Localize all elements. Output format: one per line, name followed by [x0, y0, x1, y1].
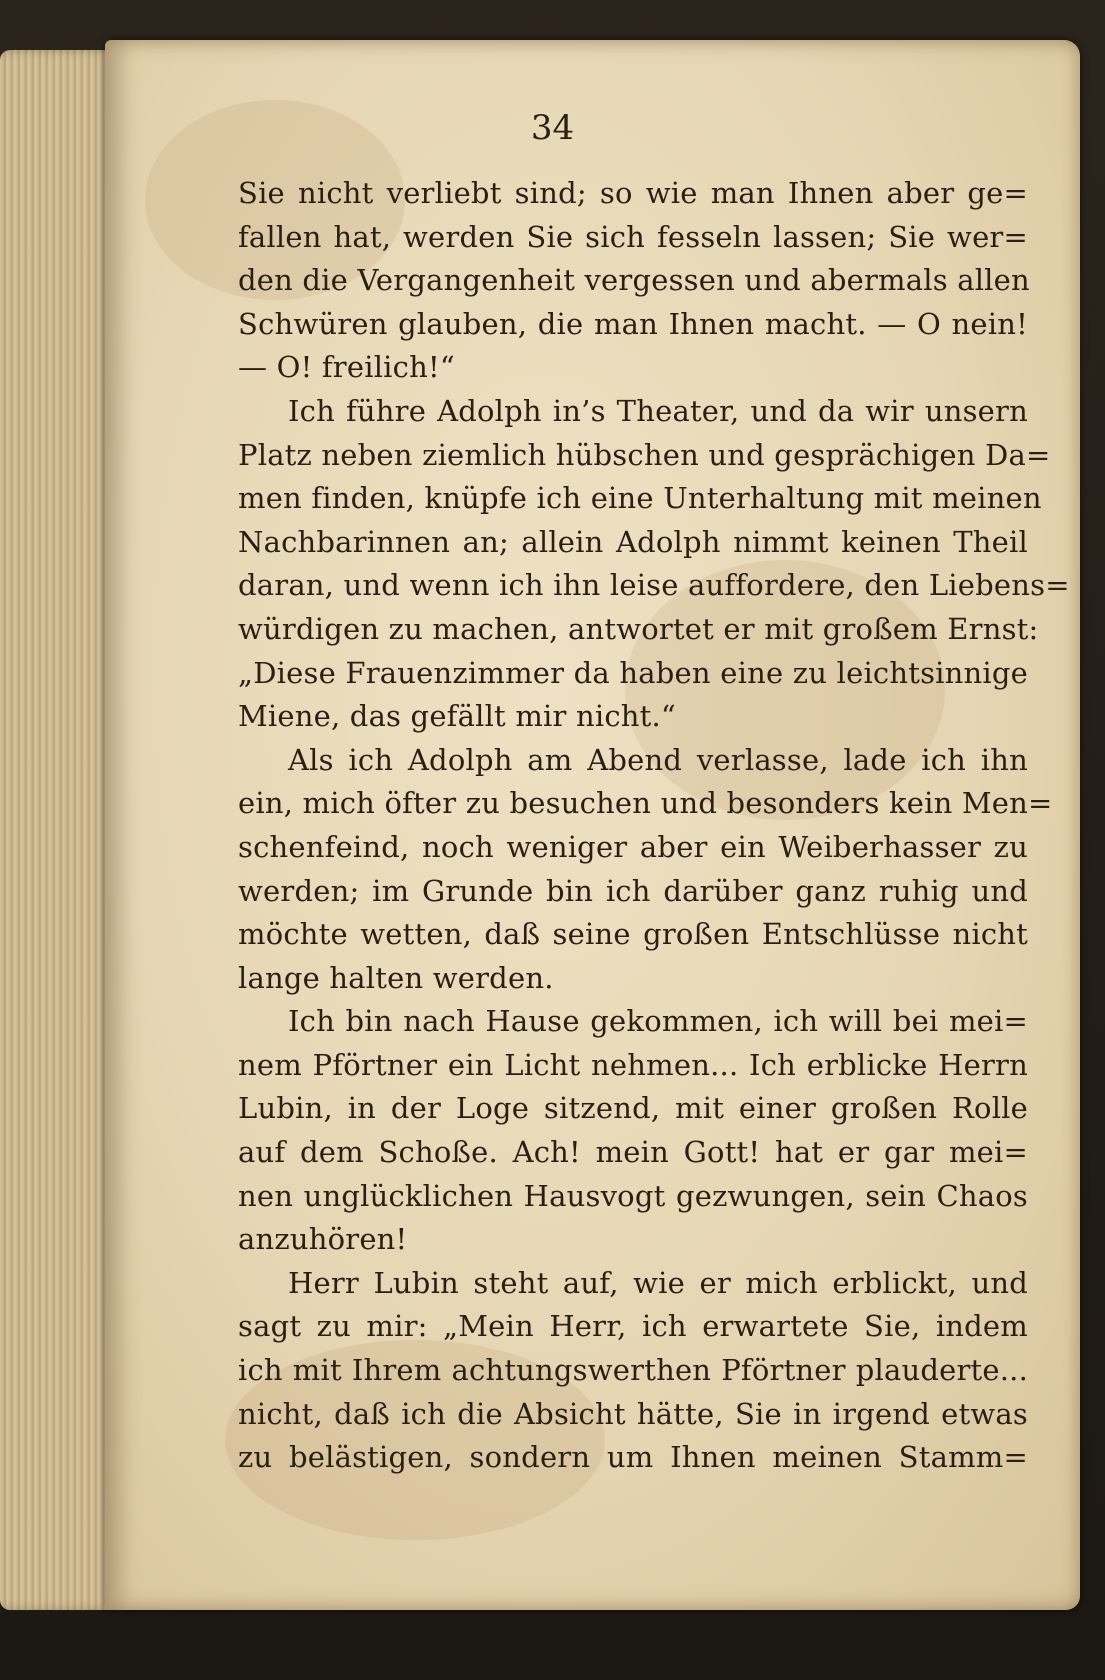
- text-line: den die Vergangenheit vergessen und abermals allen: [238, 263, 1030, 298]
- text-line: Platz neben ziemlich hübschen und gesprächigen Da=: [238, 437, 1051, 472]
- text-line: auf dem Schoße. Ach! mein Gott! hat er gar mei=: [238, 1135, 1028, 1170]
- text-line: würdigen zu machen, antwortet er mit großem Ernst:: [238, 611, 1039, 646]
- text-line: lange halten werden.: [238, 960, 554, 995]
- text-line: Als ich Adolph am Abend verlasse, lade ich ihn: [288, 742, 1028, 777]
- text-line: Ich bin nach Hause gekommen, ich will bei mei=: [288, 1004, 1028, 1039]
- text-line: ein, mich öfter zu besuchen und besonders kein Men=: [238, 786, 1053, 821]
- text-line: anzuhören!: [238, 1222, 408, 1257]
- text-line: Sie nicht verliebt sind; so wie man Ihnen aber ge=: [238, 176, 1028, 210]
- text-line: nen unglücklichen Hausvogt gezwungen, sein Chaos: [238, 1178, 1028, 1213]
- text-line: — O! freilich!“: [238, 350, 455, 385]
- text-line: nicht, daß ich die Absicht hätte, Sie in irgend etwas: [238, 1396, 1028, 1431]
- text-line: werden; im Grunde bin ich darüber ganz ruhig und: [238, 873, 1028, 908]
- text-line: Miene, das gefällt mir nicht.“: [238, 699, 676, 734]
- text-line: sagt zu mir: „Mein Herr, ich erwartete Sie, indem: [238, 1309, 1028, 1344]
- page-number: 34: [530, 108, 575, 148]
- text-line: „Diese Frauenzimmer da haben eine zu leichtsinnige: [238, 655, 1028, 690]
- text-line: Ich führe Adolph in’s Theater, und da wir unsern: [288, 393, 1028, 428]
- text-line: men finden, knüpfe ich eine Unterhaltung mit meinen: [238, 481, 1042, 516]
- book-page-edges: [0, 50, 120, 1610]
- body-text: [238, 172, 1070, 1480]
- text-line: fallen hat, werden Sie sich fesseln lassen; Sie wer=: [238, 219, 1028, 254]
- text-line: Herr Lubin steht auf, wie er mich erblickt, und: [288, 1265, 1028, 1300]
- text-line: daran, und wenn ich ihn leise auffordere, den Liebens=: [238, 568, 1070, 603]
- text-line: zu belästigen, sondern um Ihnen meinen Stamm=: [238, 1440, 1028, 1475]
- text-line: Schwüren glauben, die man Ihnen macht. — O nein!: [238, 306, 1028, 341]
- text-line: Nachbarinnen an; allein Adolph nimmt keinen Theil: [238, 524, 1028, 559]
- text-line: möchte wetten, daß seine großen Entschlüsse nicht: [238, 917, 1028, 952]
- text-line: Lubin, in der Loge sitzend, mit einer großen Rolle: [238, 1091, 1028, 1126]
- text-line: schenfeind, noch weniger aber ein Weiberhasser zu: [238, 829, 1028, 864]
- text-line: nem Pförtner ein Licht nehmen... Ich erblicke Herrn: [238, 1047, 1028, 1082]
- text-line: ich mit Ihrem achtungswerthen Pförtner plauderte...: [238, 1353, 1028, 1388]
